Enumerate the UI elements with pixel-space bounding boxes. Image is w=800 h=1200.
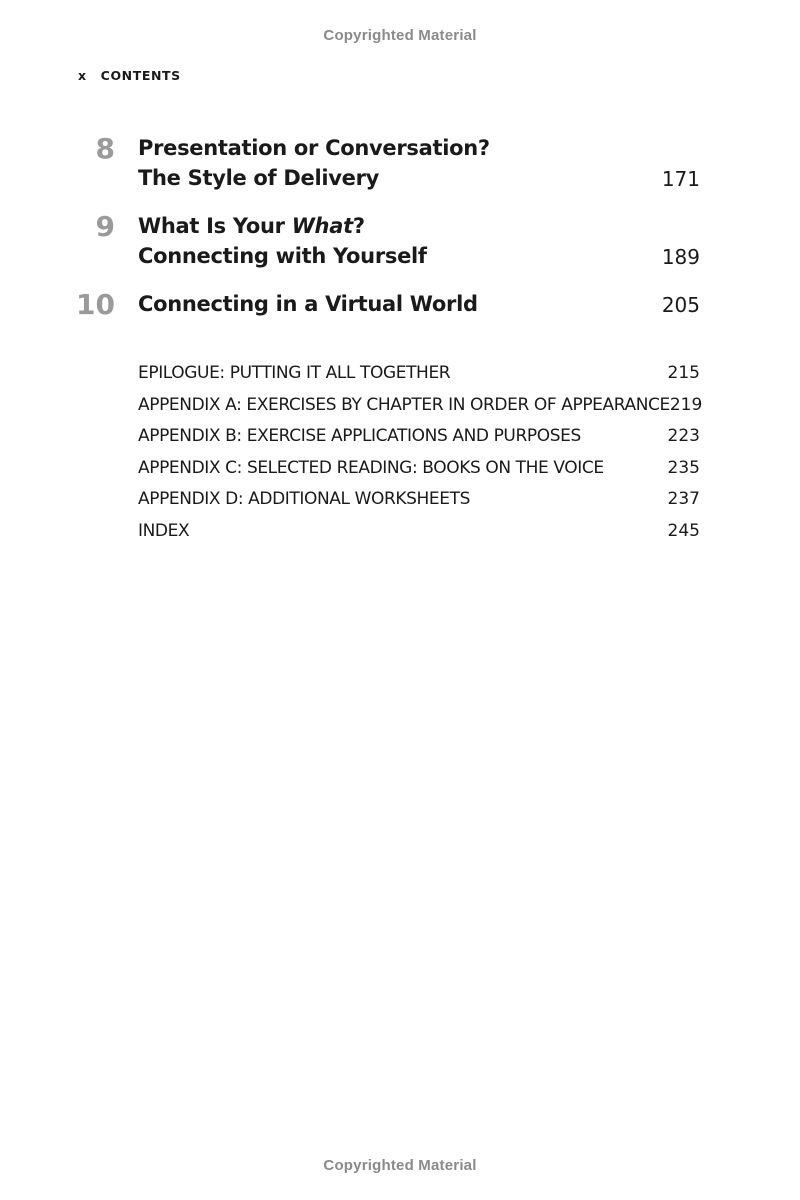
toc-entry[interactable] <box>138 422 700 454</box>
chapter-page-number: 205 <box>661 293 700 317</box>
chapter-page-number: 171 <box>661 167 700 191</box>
copyright-watermark-top: Copyrighted Material <box>323 27 477 44</box>
chapter-title-text: What Is Your <box>138 214 292 238</box>
running-head <box>78 68 181 83</box>
toc-entry[interactable] <box>138 517 700 549</box>
toc-entry-label: INDEX <box>138 520 190 541</box>
chapter-title-line2: Connecting with Yourself <box>138 244 427 268</box>
toc-entry[interactable] <box>138 454 700 486</box>
chapter-title-line2: The Style of Delivery <box>138 166 380 190</box>
copyright-watermark-bottom: Copyrighted Material <box>323 1157 477 1174</box>
chapter-page-number: 189 <box>661 245 700 269</box>
back-matter-list <box>138 359 703 548</box>
toc-entry[interactable] <box>138 485 700 517</box>
chapter-title-line1: Connecting in a Virtual World <box>138 292 478 316</box>
chapter-number: 9 <box>95 210 115 243</box>
chapter-title-line1: Presentation or Conversation? <box>138 136 490 160</box>
toc-entry[interactable] <box>138 359 700 391</box>
toc-entry-page: 235 <box>667 457 700 478</box>
toc-entry-page: 223 <box>667 426 700 446</box>
chapter-number: 8 <box>95 132 115 165</box>
toc-entry-page: 237 <box>667 489 700 509</box>
running-head-label: CONTENTS <box>100 68 181 83</box>
toc-entry-page: 215 <box>667 363 700 383</box>
toc-entry-page: 219 <box>669 394 703 415</box>
toc-entry-label: EPILOGUE: PUTTING IT ALL TOGETHER <box>138 363 451 383</box>
chapter-title-line1 <box>138 211 365 241</box>
toc-entry-label: APPENDIX B: EXERCISE APPLICATIONS AND PURPOSES <box>138 426 581 446</box>
chapter-number: 10 <box>76 288 115 321</box>
toc-entry-label: APPENDIX A: EXERCISES BY CHAPTER IN ORDER OF APPEARANCE <box>138 394 670 415</box>
toc-entry[interactable] <box>138 391 703 423</box>
page-folio: x <box>78 68 87 83</box>
chapter-title-punct: ? <box>352 214 365 238</box>
chapter-title-italic: What <box>291 214 353 238</box>
toc-entry-label: APPENDIX D: ADDITIONAL WORKSHEETS <box>138 489 470 509</box>
toc-entry-page: 245 <box>667 520 700 541</box>
toc-entry-label: APPENDIX C: SELECTED READING: BOOKS ON THE VOICE <box>138 457 604 478</box>
